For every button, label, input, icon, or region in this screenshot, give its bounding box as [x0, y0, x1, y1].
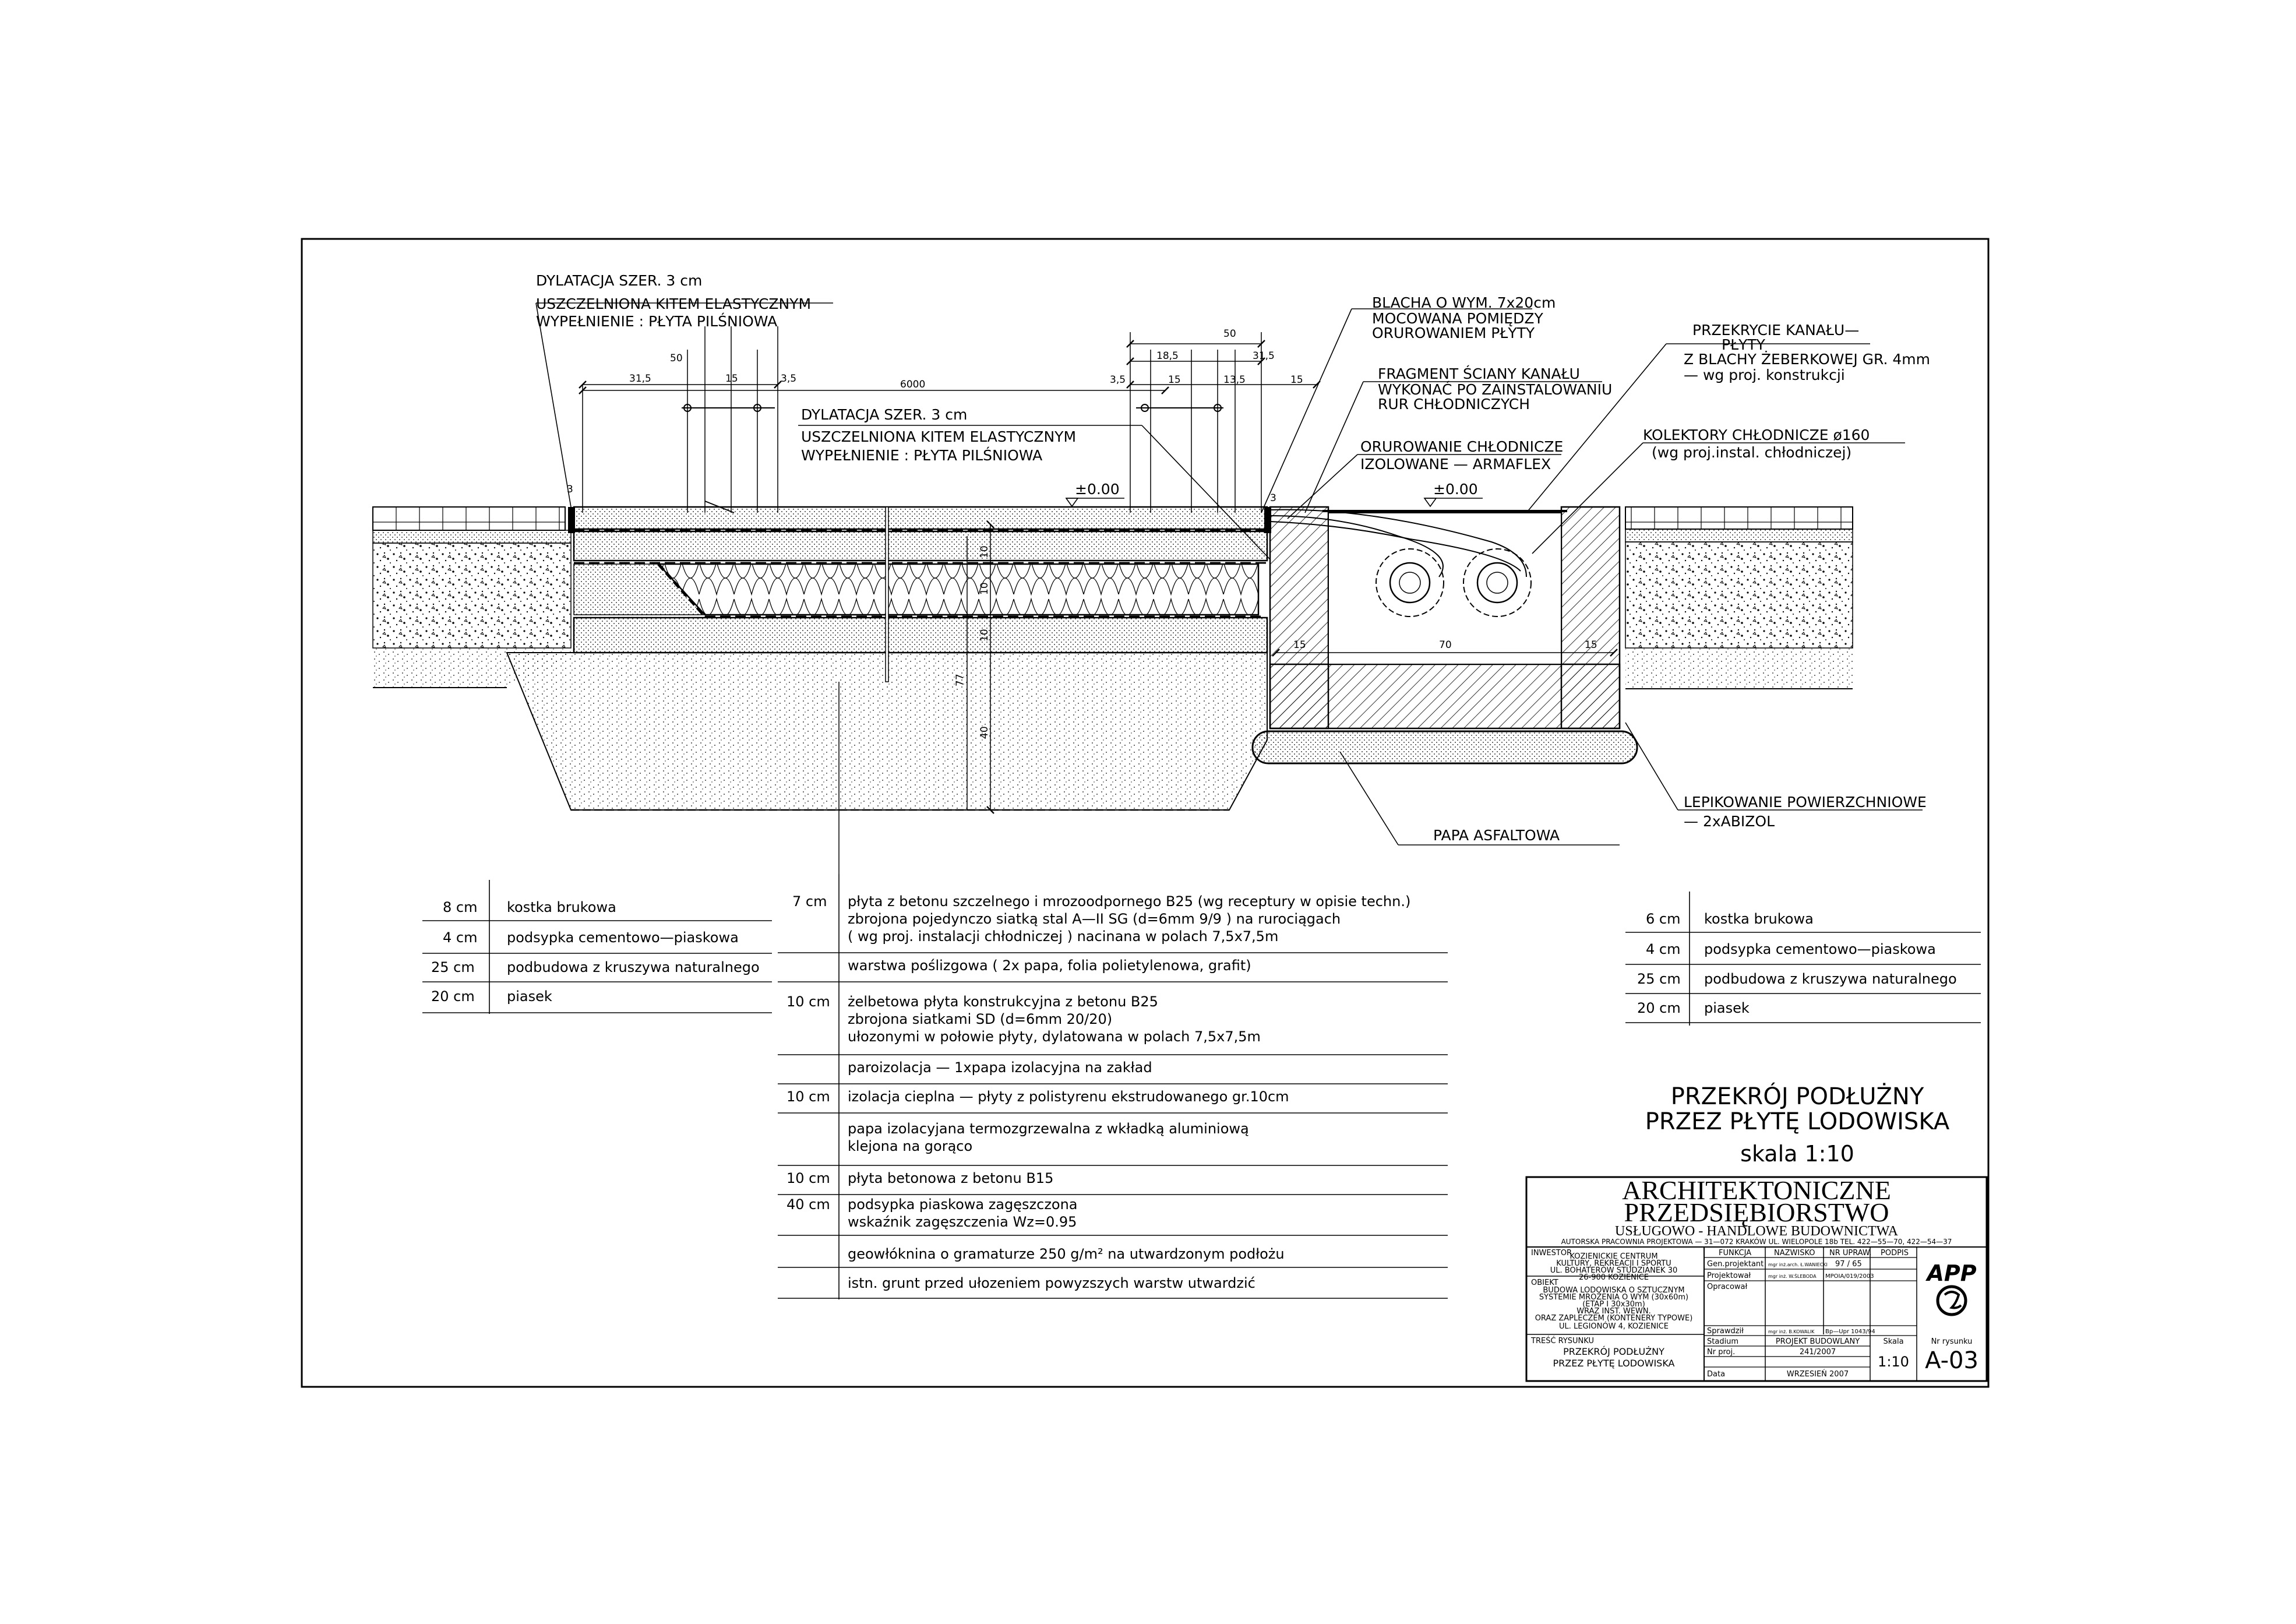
legend-center-l9: istn. grunt przed ułozeniem powyzszych warstw utwardzić [848, 1275, 1255, 1291]
tb-tresc-2: PRZEZ PŁYTĘ LODOWISKA [1553, 1358, 1675, 1369]
tb-tresc-1: PRZEKRÓJ PODŁUŻNY [1563, 1346, 1664, 1357]
legend-center-l1: warstwa poślizgowa ( 2x papa, folia polietylenowa, grafit) [848, 957, 1251, 974]
legend-left-t0: 8 cm [443, 899, 478, 915]
legend-left-m1: podsypka cementowo—piaskowa [507, 929, 739, 946]
left-subbase [373, 543, 571, 648]
drawing-title [1645, 1082, 1950, 1167]
tb-nrproj-value: 241/2007 [1799, 1348, 1836, 1357]
tb-row2-nr: MPOIA/019/2003 [1825, 1273, 1874, 1280]
tb-data-value: WRZESIEŃ 2007 [1786, 1370, 1849, 1379]
tb-col-podpis: PODPIS [1881, 1249, 1909, 1257]
b15-slab [574, 618, 1267, 653]
tb-col-funkcja: FUNKCJA [1719, 1249, 1752, 1257]
label-przekrycie-4: — wg proj. konstrukcji [1684, 367, 1845, 383]
tb-row3-funkcja: Opracował [1707, 1283, 1748, 1291]
legend-right-t2: 25 cm [1637, 971, 1681, 987]
dim-35-left: 3,5 [781, 373, 797, 385]
dim-50-right: 50 [1223, 328, 1236, 340]
legend-right-m1: podsypka cementowo—piaskowa [1704, 941, 1936, 957]
dim-3-b: 3 [1270, 492, 1276, 504]
dim-15-chan-l: 15 [1293, 639, 1306, 651]
dim-10-c: 10 [979, 629, 990, 642]
legend-center-l7a: podsypka piaskowa zagęszczona [848, 1196, 1078, 1213]
tb-inwestor-2: KULTURY, REKREACJI I SPORTU [1556, 1259, 1671, 1268]
dim-15-left: 15 [725, 373, 738, 385]
label-uszczelniona-mid-2: WYPEŁNIENIE : PŁYTA PILŚNIOWA [801, 447, 1043, 464]
left-paving [373, 507, 565, 530]
dim-185: 18,5 [1156, 350, 1179, 362]
legend-center-l0c: ( wg proj. instalacji chłodniczej ) nacinana w polach 7,5x7,5m [848, 928, 1279, 945]
legend-center-l4: izolacja cieplna — płyty z polistyrenu ekstrudowanego gr.10cm [848, 1088, 1289, 1105]
legend-left [422, 880, 772, 1014]
dim-77: 77 [954, 674, 966, 686]
tb-obiekt-2: SYSTEMIE MROŻENIA O WYM (30x60m) [1539, 1293, 1689, 1302]
anchor-left [682, 404, 775, 513]
tb-obiekt-label: OBIEKT [1531, 1278, 1558, 1287]
legend-left-t2: 25 cm [431, 959, 475, 975]
label-przekrycie-1: PRZEKRYCIE KANAŁU— [1692, 322, 1860, 339]
right-subbase [1625, 542, 1853, 648]
legend-center-l2a: żelbetowa płyta konstrukcyjna z betonu B25 [848, 994, 1158, 1010]
legend-center-l8: geowłóknina o gramaturze 250 g/m² na utwardzonym podłożu [848, 1246, 1285, 1262]
legend-right-t0: 6 cm [1646, 911, 1681, 927]
title-line-2: PRZEZ PŁYTĘ LODOWISKA [1645, 1108, 1950, 1135]
dim-70: 70 [1439, 639, 1452, 651]
legend-left-m2: podbudowa z kruszywa naturalnego [507, 959, 760, 975]
tb-row2-funkcja: Projektował [1707, 1271, 1751, 1280]
tb-nrproj-label: Nr proj. [1707, 1348, 1736, 1357]
dim-6000: 6000 [900, 379, 926, 390]
tb-row4-nr: Bp—Upr 1043/94 [1825, 1329, 1875, 1335]
tb-row1-funkcja: Gen.projektant [1707, 1260, 1764, 1269]
firm-name-2: PRZEDSIĘBIORSTWO [1624, 1197, 1889, 1227]
label-przekrycie-2: PŁYTY [1722, 336, 1765, 353]
dim-15-chan-r: 15 [1585, 639, 1597, 651]
tb-skala-label: Skala [1883, 1337, 1904, 1346]
firm-address: AUTORSKA PRACOWNIA PROJEKTOWA — 31—072 KRAKÓW UL. WIELOPOLE 18b TEL. 422—55—70, 422—54—37 [1561, 1238, 1952, 1246]
label-orurowanie-2: IZOLOWANE — ARMAFLEX [1360, 456, 1551, 473]
logo-text: APP [1927, 1260, 1977, 1286]
level-mark-left [1066, 498, 1078, 506]
tb-obiekt-4: WRAZ INST. WEWN. [1576, 1307, 1651, 1316]
tb-col-nazwisko: NAZWISKO [1774, 1249, 1815, 1257]
label-level-1: ±0.00 [1075, 481, 1120, 498]
tb-nr-rys-value: A-03 [1925, 1347, 1978, 1374]
dim-15-right-b: 15 [1290, 374, 1303, 386]
legend-center-l0a: płyta z betonu szczelnego i mrozoodpornego B25 (wg receptury w opisie techn.) [848, 893, 1411, 910]
dim-315-right: 31,5 [1253, 350, 1275, 362]
label-lepikowanie-1: LEPIKOWANIE POWIERZCHNIOWE [1684, 794, 1927, 811]
right-bedding [1625, 529, 1853, 542]
expansion-joint-mid [886, 507, 888, 682]
label-dylatacja-mid: DYLATACJA SZER. 3 cm [801, 406, 968, 423]
left-bedding [373, 530, 571, 543]
tb-data-label: Data [1707, 1370, 1726, 1379]
title-block [1526, 1175, 1987, 1381]
channel-right-wall [1561, 507, 1620, 728]
legend-right-m0: kostka brukowa [1704, 911, 1814, 927]
label-papa: PAPA ASFALTOWA [1433, 827, 1560, 844]
label-kolektory-1: KOLEKTORY CHŁODNICZE ø160 [1643, 427, 1870, 443]
expansion-joint-left [568, 507, 575, 533]
legend-center [778, 874, 1448, 1299]
tb-row1-nr: 97 / 65 [1835, 1260, 1862, 1269]
label-przekrycie-3: Z BLACHY ŻEBERKOWEJ GR. 4mm [1684, 351, 1930, 368]
legend-center-l5a: papa izolacyjana termozgrzewalna z wkładką aluminiową [848, 1121, 1249, 1137]
dim-35-right: 3,5 [1110, 374, 1126, 386]
dim-15-right-a: 15 [1168, 374, 1181, 386]
level-mark-right [1424, 498, 1436, 506]
label-level-2: ±0.00 [1433, 481, 1478, 498]
structural-slab [574, 531, 1267, 561]
legend-right-m3: piasek [1704, 1000, 1750, 1016]
legend-center-l6: płyta betonowa z betonu B15 [848, 1170, 1054, 1186]
legend-center-t6: 10 cm [787, 1170, 830, 1186]
legend-center-t4: 10 cm [787, 1088, 830, 1105]
anchor-right [1136, 404, 1223, 411]
legend-right-t1: 4 cm [1646, 941, 1681, 957]
dim-135: 13,5 [1223, 374, 1246, 386]
logo-icon [1925, 1260, 1976, 1315]
legend-right-t3: 20 cm [1637, 1000, 1681, 1016]
legend-right [1625, 892, 1981, 1026]
dim-315-left: 31,5 [629, 373, 651, 385]
tb-obiekt-5: ORAZ ZAPLECZEM (KONTENERY TYPOWE) [1535, 1314, 1693, 1323]
legend-center-l3: paroizolacja — 1xpapa izolacyjna na zakład [848, 1059, 1152, 1076]
dim-50-left: 50 [670, 353, 683, 364]
legend-center-t7: 40 cm [787, 1196, 830, 1213]
legend-center-t0: 7 cm [792, 893, 827, 910]
dim-40: 40 [979, 726, 990, 739]
tb-row4-funkcja: Sprawdził [1707, 1327, 1744, 1336]
tb-stadium-label: Stadium [1707, 1337, 1739, 1346]
tb-nr-rys-label: Nr rysunku [1931, 1337, 1973, 1346]
legend-left-t3: 20 cm [431, 988, 475, 1005]
tb-tresc-label: TREŚĆ RYSUNKU [1531, 1337, 1594, 1345]
dim-3-a: 3 [567, 484, 573, 495]
label-blacha-2: MOCOWANA POMIĘDZY [1372, 310, 1543, 327]
tb-row4-nazwisko: mgr inż. B.KOWALIK [1768, 1329, 1815, 1334]
legend-center-t2: 10 cm [787, 994, 830, 1010]
dim-10-a: 10 [979, 545, 990, 558]
firm-name-1: ARCHITEKTONICZNE [1622, 1175, 1891, 1205]
tb-skala-value: 1:10 [1878, 1354, 1909, 1370]
label-uszczelniona-left-1: USZCZELNIONA KITEM ELASTYCZNYM [536, 295, 812, 312]
firm-name-3: USŁUGOWO - HANDLOWE BUDOWNICTWA [1615, 1224, 1898, 1239]
title-scale: skala 1:10 [1740, 1141, 1854, 1167]
tb-inwestor-4: 26-900 KOZIENICE [1578, 1273, 1649, 1282]
legend-left-t1: 4 cm [443, 929, 478, 946]
tb-obiekt-1: BUDOWA LODOWISKA O SZTUCZNYM [1543, 1286, 1685, 1295]
tb-inwestor-1: KOZIENICKIE CENTRUM [1570, 1252, 1658, 1261]
tb-row1-nazwisko: mgr inż.arch. Ł.WANIECKI [1768, 1262, 1828, 1267]
top-slab [574, 507, 1267, 529]
tb-stadium-value: PROJEKT BUDOWLANY [1775, 1337, 1860, 1346]
tb-inwestor-3: UL. BOHATERÓW STUDZIANEK 30 [1550, 1266, 1678, 1275]
legend-center-l7b: wskaźnik zagęszczenia Wz=0.95 [848, 1214, 1077, 1230]
label-orurowanie-1: ORUROWANIE CHŁODNICZE [1360, 438, 1564, 455]
label-lepikowanie-2: — 2xABIZOL [1684, 813, 1775, 830]
label-fragment-2: WYKONAĆ PO ZAINSTALOWANIU [1378, 381, 1613, 398]
tb-obiekt-3: (ETAP I 30x30m) [1582, 1300, 1645, 1309]
label-dylatacja-left: DYLATACJA SZER. 3 cm [536, 272, 703, 289]
insulation-layer [658, 564, 1258, 615]
cross-section [373, 303, 1923, 874]
expansion-joint-right [1264, 507, 1271, 533]
tb-col-nr-upraw: NR UPRAW. [1829, 1249, 1872, 1257]
channel-foundation [1253, 731, 1637, 763]
right-sand [1625, 648, 1853, 689]
right-paving [1625, 507, 1853, 529]
legend-center-l2c: ułozonymi w połowie płyty, dylatowana w polach 7,5x7,5m [848, 1028, 1261, 1045]
label-uszczelniona-left-2: WYPEŁNIENIE : PŁYTA PILŚNIOWA [536, 313, 778, 330]
label-blacha-1: BLACHA O WYM. 7x20cm [1372, 294, 1556, 311]
label-uszczelniona-mid-1: USZCZELNIONA KITEM ELASTYCZNYM [801, 428, 1077, 445]
tb-row2-nazwisko: mgr inż. W.ŚLEBODA [1768, 1274, 1817, 1279]
legend-left-m0: kostka brukowa [507, 899, 616, 915]
legend-center-l0b: zbrojona pojedynczo siatką stal A—II SG (d=6mm 9/9 ) na rurociągach [848, 911, 1341, 927]
label-blacha-3: ORUROWANIEM PŁYTY [1372, 325, 1535, 341]
label-fragment-3: RUR CHŁODNICZYCH [1378, 396, 1530, 413]
title-line-1: PRZEKRÓJ PODŁUŻNY [1670, 1083, 1924, 1110]
tb-obiekt-6: UL. LEGIONÓW 4, KOZIENICE [1559, 1322, 1669, 1331]
legend-left-m3: piasek [507, 988, 552, 1005]
legend-center-l5b: klejona na gorąco [848, 1138, 973, 1154]
label-fragment-1: FRAGMENT ŚCIANY KANAŁU [1378, 365, 1580, 382]
legend-right-m2: podbudowa z kruszywa naturalnego [1704, 971, 1957, 987]
label-kolektory-2: (wg proj.instal. chłodniczej) [1652, 444, 1852, 461]
tb-inwestor-label: INWESTOR [1531, 1249, 1572, 1257]
dim-10-b: 10 [979, 582, 990, 595]
legend-center-l2b: zbrojona siatkami SD (d=6mm 20/20) [848, 1011, 1113, 1027]
